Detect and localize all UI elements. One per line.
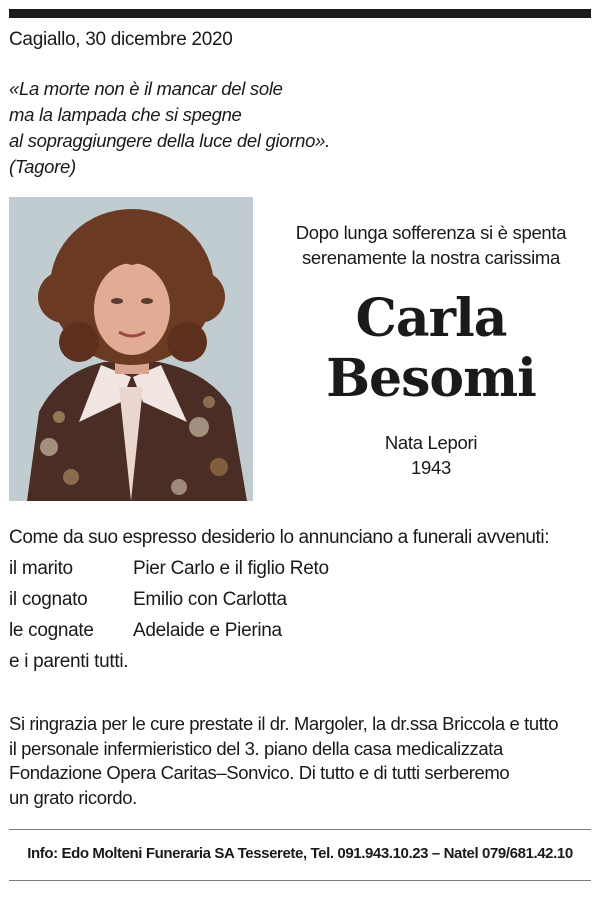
announcement: Come da suo espresso desiderio lo annunciano a funerali avvenuti: (9, 527, 550, 548)
maiden-name: Nata Lepori (384, 432, 478, 453)
quote-line: «La morte non è il mancar del sole (9, 78, 283, 99)
birth-year: 1943 (411, 457, 451, 478)
funeral-home-info: Info: Edo Molteni Funeraria SA Tesserete, Tel. 091.943.10.23 – Natel 079/681.42.10 (27, 845, 573, 862)
top-border-bar (9, 9, 591, 18)
epigraph-quote (9, 76, 330, 154)
last-name: Besomi (326, 348, 536, 409)
divider (9, 880, 591, 881)
family-names: Emilio con Carlotta (133, 589, 287, 610)
family-relation: il marito (9, 558, 73, 579)
intro-text (262, 220, 600, 270)
divider (9, 829, 591, 830)
place-date: Cagiallo, 30 dicembre 2020 (9, 29, 233, 50)
deceased-name (262, 289, 600, 409)
family-relation: le cognate (9, 620, 94, 641)
family-names: Pier Carlo e il figlio Reto (133, 558, 329, 579)
thanks-line: Si ringrazia per le cure prestate il dr. Margoler, la dr.ssa Briccola e tutto (9, 713, 559, 734)
intro-line: serenamente la nostra carissima (301, 247, 561, 268)
intro-line: Dopo lunga sofferenza si è spenta (295, 222, 567, 243)
thanks-line: Fondazione Opera Caritas–Sonvico. Di tutto e di tutti serberemo (9, 762, 510, 783)
family-names: Adelaide e Pierina (133, 620, 282, 641)
thanks-line: un grato ricordo. (9, 786, 137, 808)
quote-author: (Tagore) (9, 156, 76, 177)
thanks-paragraph (9, 712, 594, 810)
quote-line: al sopraggiungere della luce del giorno». (9, 130, 330, 151)
portrait-photo (9, 197, 253, 501)
quote-line: ma la lampada che si spegne (9, 104, 242, 125)
thanks-line: il personale infermieristico del 3. piano della casa medicalizzata (9, 737, 503, 759)
birth-info (262, 430, 600, 480)
first-name: Carla (355, 288, 507, 349)
family-relation: il cognato (9, 589, 88, 610)
family-relation: e i parenti tutti. (9, 651, 129, 672)
